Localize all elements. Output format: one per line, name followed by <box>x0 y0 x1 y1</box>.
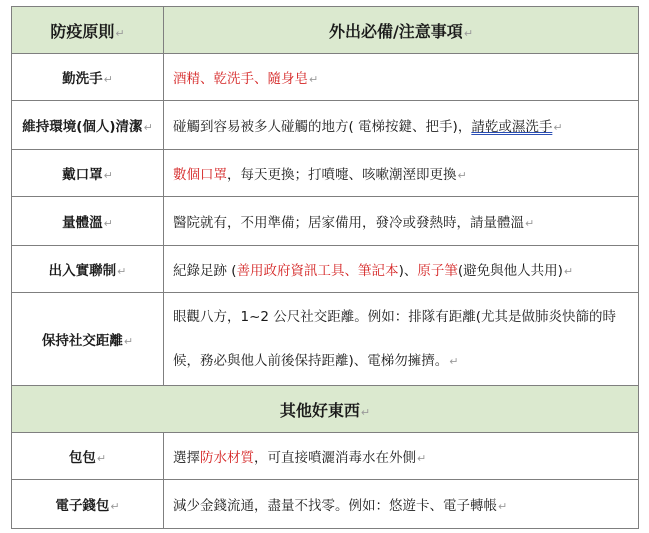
row-key-label: 出入實聯制 <box>48 263 117 279</box>
row-value-text: 醫院就有，不用準備；居家備用，發冷或發熱時，請量體溫 <box>173 215 524 231</box>
row-value: 眼觀八方，1~2 公尺社交距離。例如：排隊有距離(尤其是做肺炎快篩的時候，務必與他人前後保持距離)、電梯勿擁擠。↵ <box>164 293 639 386</box>
row-value-text: 眼觀八方，1~2 公尺社交距離。例如：排隊有距離(尤其是做肺炎快篩的時候，務必與他人前後保持距離)、電梯勿擁擠。 <box>173 308 617 369</box>
row-key: 維持環境(個人)清潔↵ <box>12 101 164 150</box>
row-key-label: 戴口罩 <box>62 167 103 183</box>
header-principle-label: 防疫原則 <box>50 21 115 41</box>
row-key: 電子錢包↵ <box>12 480 164 529</box>
row-value-text: )、 <box>398 263 418 279</box>
row-key-label: 包包 <box>68 450 96 466</box>
row-value: 紀錄足跡 (善用政府資訊工具、筆記本)、原子筆(避免與他人共用)↵ <box>164 246 639 293</box>
row-key-label: 勤洗手 <box>62 71 103 87</box>
row-value: 選擇防水材質，可直接噴灑消毒水在外側↵ <box>164 433 639 480</box>
row-value-text: 原子筆 <box>417 263 458 279</box>
row-key: 量體溫↵ <box>12 197 164 246</box>
row-key: 出入實聯制↵ <box>12 246 164 293</box>
row-value-text: 善用政府資訊工具、筆記本 <box>236 263 399 279</box>
row-key: 戴口罩↵ <box>12 150 164 197</box>
row-value: 碰觸到容易被多人碰觸的地方( 電梯按鍵、把手)，請乾或濕洗手↵ <box>164 101 639 150</box>
row-value-text: 數個口罩 <box>173 167 227 183</box>
table-row <box>12 197 639 246</box>
section-title-label: 其他好東西 <box>279 400 360 420</box>
table-row <box>12 150 639 197</box>
row-value: 酒精、乾洗手、隨身皂↵ <box>164 54 639 101</box>
table-row <box>12 480 639 529</box>
row-value-text: (避免與他人共用) <box>457 263 563 279</box>
table-row <box>12 101 639 150</box>
row-value: 數個口罩，每天更換；打噴嚏、咳嗽潮溼即更換↵ <box>164 150 639 197</box>
row-value-text: 碰觸到容易被多人碰觸的地方( 電梯按鍵、把手)， <box>173 119 472 135</box>
section-header-row <box>12 386 639 433</box>
row-key: 勤洗手↵ <box>12 54 164 101</box>
table-header-row <box>12 7 639 54</box>
row-key-label: 保持社交距離 <box>41 333 123 349</box>
row-value-text: ，可直接噴灑消毒水在外側 <box>254 450 416 466</box>
row-key-label: 維持環境(個人)清潔 <box>22 119 143 135</box>
row-value-text: 酒精、乾洗手、隨身皂 <box>173 71 308 87</box>
header-principle: 防疫原則↵ <box>12 7 164 54</box>
row-key-label: 量體溫 <box>62 215 103 231</box>
row-value-text: 紀錄足跡 ( <box>173 263 237 279</box>
row-key: 保持社交距離↵ <box>12 293 164 386</box>
table-row <box>12 293 639 386</box>
row-value-text: 選擇 <box>173 450 200 466</box>
row-value-text: ，每天更換；打噴嚏、咳嗽潮溼即更換 <box>227 167 457 183</box>
header-notes: 外出必備/注意事項↵ <box>164 7 639 54</box>
section-title: 其他好東西↵ <box>12 386 639 433</box>
row-value: 減少金錢流通，盡量不找零。例如：悠遊卡、電子轉帳↵ <box>164 480 639 529</box>
table-row <box>12 433 639 480</box>
row-value-text: 防水材質 <box>200 450 254 466</box>
guidelines-table <box>11 6 639 529</box>
table-row <box>12 246 639 293</box>
row-value: 醫院就有，不用準備；居家備用，發冷或發熱時，請量體溫↵ <box>164 197 639 246</box>
row-key-label: 電子錢包 <box>55 498 110 514</box>
row-key: 包包↵ <box>12 433 164 480</box>
row-value-text: 減少金錢流通，盡量不找零。例如：悠遊卡、電子轉帳 <box>173 498 497 514</box>
guidelines-sheet <box>11 6 638 529</box>
table-row <box>12 54 639 101</box>
row-value-text: 請乾或濕洗手 <box>471 119 553 135</box>
header-notes-label: 外出必備/注意事項 <box>328 21 463 41</box>
